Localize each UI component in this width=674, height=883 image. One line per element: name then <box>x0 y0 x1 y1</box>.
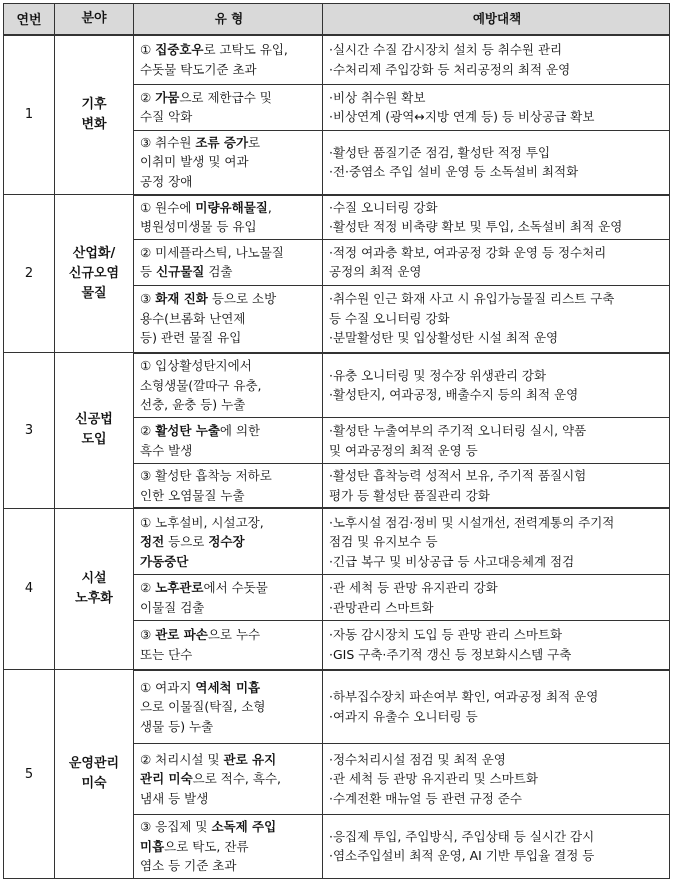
risk-type-line <box>140 421 318 441</box>
risk-type-cell <box>134 744 323 814</box>
risk-type-cell <box>134 353 323 418</box>
risk-text: 등) 관련 물질 유입 <box>140 330 242 346</box>
group-field <box>55 670 134 879</box>
risk-text: 이물질 검출 <box>140 599 205 615</box>
table-row <box>4 35 670 85</box>
risk-type-line <box>140 717 318 737</box>
risk-text: 수질 악화 <box>140 109 193 125</box>
risk-text: 검출 <box>204 264 233 280</box>
risk-text: 으로 제한급수 및 <box>179 89 272 105</box>
prevention-line: ·실시간 수질 감시장치 설치 등 취수원 관리 <box>329 42 563 58</box>
risk-type-line <box>140 678 318 698</box>
prevention-cell <box>323 240 670 285</box>
prevention-line: 및 여과공정의 최적 운영 등 <box>329 442 478 458</box>
risk-text: 흑수 발생 <box>140 442 193 458</box>
risk-type-line <box>140 328 318 348</box>
risk-type-cell <box>134 463 323 508</box>
risk-text: 또는 단수 <box>140 646 193 662</box>
risk-type-cell <box>134 195 323 240</box>
table-row <box>4 670 670 744</box>
table-row <box>4 195 670 240</box>
risk-keyword: 정수장 <box>208 534 245 550</box>
risk-type-cell <box>134 575 323 620</box>
risk-type-line <box>140 172 318 192</box>
prevention-cell <box>323 85 670 130</box>
field-line: 변화 <box>81 116 107 132</box>
risk-type-line <box>140 750 318 770</box>
risk-keyword: 정전 <box>140 534 165 550</box>
prevention-line: ·염소주입설비 최적 운영, AI 기반 투입율 결정 등 <box>329 848 595 864</box>
risk-text: ③ 응집제 및 <box>140 819 212 835</box>
risk-text: 소형생물(깔따구 유충, <box>140 377 262 393</box>
risk-text: ① 여과지 <box>140 679 196 695</box>
prevention-cell <box>323 130 670 194</box>
risk-keyword: 노후관로 <box>155 580 204 596</box>
risk-keyword: 활성탄 누출 <box>155 423 220 439</box>
risk-keyword: 관로 파손 <box>155 627 208 643</box>
risk-text: 으로 적수, 흑수, <box>192 771 282 787</box>
risk-type-line <box>140 243 318 263</box>
risk-type-line <box>140 356 318 376</box>
risk-keyword: 역세척 미흡 <box>195 679 261 695</box>
prevention-cell <box>323 508 670 574</box>
prevention-line: ·여과지 유출수 오니터링 등 <box>329 708 478 724</box>
risk-text: ③ <box>140 291 156 307</box>
risk-type-cell <box>134 620 323 669</box>
risk-text: ① <box>140 42 156 58</box>
field-line: 노후화 <box>75 590 113 606</box>
risk-type-line <box>140 789 318 809</box>
prevention-line: ·GIS 구축·주기적 갱신 등 정보화시스템 구축 <box>329 646 572 662</box>
risk-keyword: 미량유해물질 <box>195 199 268 215</box>
risk-type-line <box>140 289 318 309</box>
group-field <box>55 508 134 669</box>
prevention-line: ·자동 감시장치 도입 등 관망 관리 스마트화 <box>329 627 563 643</box>
risk-type-line <box>140 486 318 506</box>
prevention-line: ·관 세척 등 관망 유지관리 강화 <box>329 580 498 596</box>
prevention-line: ·정수처리시설 점검 및 최적 운영 <box>329 751 506 767</box>
risk-text: 냄새 등 발생 <box>140 790 209 806</box>
risk-type-line <box>140 395 318 415</box>
prevention-cell <box>323 463 670 508</box>
prevention-line: ·분말활성탄 및 입상활성탄 시설 최적 운영 <box>329 330 559 346</box>
risk-keyword: 집중호우 <box>155 42 204 58</box>
risk-keyword: 가동중단 <box>140 553 189 569</box>
risk-text: 공정 장애 <box>140 173 193 189</box>
prevention-cell <box>323 620 670 669</box>
prevention-cell <box>323 353 670 418</box>
risk-text: ② <box>140 89 156 105</box>
risk-text: 병원성미생물 등 유입 <box>140 219 257 235</box>
risk-text: ② <box>140 423 156 439</box>
risk-type-cell <box>134 285 323 352</box>
risk-type-cell <box>134 670 323 744</box>
field-line: 신규오염 <box>68 265 120 281</box>
risk-type-line <box>140 466 318 486</box>
prevention-cell <box>323 670 670 744</box>
prevention-line: 점검 및 유지보수 등 <box>329 534 438 550</box>
field-line: 도입 <box>81 432 107 448</box>
risk-text: 생물 등) 누출 <box>140 718 214 734</box>
risk-text: 용수(브롬화 난연제 <box>140 310 246 326</box>
prevention-line: ·비상연계 (광역↔지방 연계 등) 등 비상공급 확보 <box>329 109 595 125</box>
risk-type-line <box>140 40 318 60</box>
risk-text: 으로 누수 <box>207 627 261 643</box>
prevention-line: ·활성탄 적정 비축량 확보 및 투입, 소독설비 최적 운영 <box>329 219 623 235</box>
table-row <box>4 508 670 574</box>
prevention-line: ·활성탄 누출여부의 주기적 오니터링 실시, 약품 <box>329 423 587 439</box>
prevention-line: 공정의 최적 운영 <box>329 264 422 280</box>
risk-type-line <box>140 88 318 108</box>
field-line: 시설 <box>81 570 107 586</box>
risk-keyword: 신규물질 <box>156 264 205 280</box>
group-number: 4 <box>4 508 55 669</box>
risk-text: 등으로 <box>164 534 209 550</box>
group-number: 3 <box>4 353 55 509</box>
header-prevention: 예방대책 <box>323 4 670 35</box>
prevention-cell <box>323 744 670 814</box>
prevention-line: ·관망관리 스마트화 <box>329 599 434 615</box>
prevention-line: ·활성탄 흡착능력 성적서 보유, 주기적 품질시험 <box>329 468 587 484</box>
risk-type-cell <box>134 418 323 463</box>
group-field <box>55 195 134 353</box>
prevention-line: ·응집제 투입, 주입방식, 주입상태 등 실시간 감시 <box>329 828 595 844</box>
group-field <box>55 353 134 509</box>
risk-keyword: 관로 유지 <box>223 751 277 767</box>
risk-keyword: 미흡 <box>140 838 165 854</box>
risk-text: ③ 활성탄 흡착능 저하로 <box>140 468 272 484</box>
header-field: 분야 <box>55 4 134 35</box>
risk-text: , <box>267 199 272 215</box>
group-number: 1 <box>4 35 55 195</box>
table-body <box>4 35 670 879</box>
risk-type-line <box>140 60 318 80</box>
risk-type-line <box>140 262 318 282</box>
risk-type-line <box>140 107 318 127</box>
risk-keyword: 관리 미숙 <box>140 771 193 787</box>
risk-type-line <box>140 578 318 598</box>
header-type: 유 형 <box>134 4 323 35</box>
risk-type-line <box>140 513 318 533</box>
risk-text: 염소 등 기준 초과 <box>140 858 237 874</box>
prevention-line: ·하부집수장치 파손여부 확인, 여과공정 최적 운영 <box>329 689 599 705</box>
risk-type-line <box>140 837 318 857</box>
table-row <box>4 353 670 418</box>
field-line: 미숙 <box>81 776 107 791</box>
prevention-line: ·유충 오니터링 및 정수장 위생관리 강화 <box>329 367 547 383</box>
header-num: 연번 <box>4 4 55 35</box>
risk-text: 등 <box>140 264 157 280</box>
prevention-cell <box>323 418 670 463</box>
header-row <box>4 4 670 35</box>
prevention-line: ·취수원 인근 화재 사고 시 유입가능물질 리스트 구축 <box>329 291 615 307</box>
prevention-cell <box>323 575 670 620</box>
risk-text: ③ 취수원 <box>140 134 196 150</box>
risk-text: ① 입상활성탄지에서 <box>140 358 252 374</box>
risk-type-line <box>140 598 318 618</box>
field-line: 물질 <box>81 285 107 301</box>
risk-type-cell <box>134 240 323 285</box>
group-field <box>55 35 134 195</box>
risk-type-line <box>140 817 318 837</box>
risk-keyword: 가뭄 <box>155 89 180 105</box>
risk-keyword: 소독제 주입 <box>211 819 277 835</box>
risk-type-line <box>140 198 318 218</box>
field-line: 운영관리 <box>68 756 120 771</box>
prevention-line: ·수질 오니터링 강화 <box>329 199 438 215</box>
risk-text: 등으로 소방 <box>207 291 277 307</box>
prevention-cell <box>323 195 670 240</box>
prevention-line: ·수계전환 매뉴얼 등 관련 규정 준수 <box>329 790 522 806</box>
prevention-line: ·활성탄지, 여과공정, 배출수지 등의 최적 운영 <box>329 387 579 403</box>
group-number: 2 <box>4 195 55 353</box>
risk-text: ① 원수에 <box>140 199 196 215</box>
risk-keyword: 화재 진화 <box>155 291 208 307</box>
risk-prevention-table <box>3 3 670 879</box>
risk-type-line <box>140 532 318 552</box>
risk-type-line <box>140 217 318 237</box>
risk-type-line <box>140 152 318 172</box>
risk-type-line <box>140 441 318 461</box>
risk-text: 로 <box>248 134 261 150</box>
risk-type-line <box>140 309 318 329</box>
prevention-line: ·노후시설 점검·정비 및 시설개선, 전력계통의 주기적 <box>329 514 615 530</box>
prevention-line: ·수처리제 주입강화 등 처리공정의 최적 운영 <box>329 61 571 77</box>
risk-type-cell <box>134 85 323 130</box>
risk-text: ② 미세플라스틱, 나노물질 <box>140 244 284 260</box>
risk-type-cell <box>134 130 323 194</box>
risk-text: 인한 오염물질 누출 <box>140 487 245 503</box>
risk-type-cell <box>134 814 323 878</box>
risk-type-line <box>140 133 318 153</box>
risk-type-cell <box>134 35 323 85</box>
group-number: 5 <box>4 670 55 879</box>
risk-type-line <box>140 856 318 876</box>
prevention-line: 등 수질 오니터링 강화 <box>329 310 450 326</box>
risk-text: ② <box>140 580 156 596</box>
risk-text: 으로 이물질(탁질, 소형 <box>140 699 266 715</box>
prevention-line: ·전·중염소 주입 설비 운영 등 소독설비 최적화 <box>329 164 579 180</box>
prevention-cell <box>323 814 670 878</box>
risk-type-line <box>140 769 318 789</box>
prevention-line: ·활성탄 품질기준 점검, 활성탄 적정 투입 <box>329 144 551 160</box>
risk-text: 에 의한 <box>219 423 261 439</box>
prevention-cell <box>323 35 670 85</box>
prevention-line: ·긴급 복구 및 비상공급 등 사고대응체계 점검 <box>329 553 575 569</box>
risk-type-line <box>140 552 318 572</box>
risk-type-line <box>140 376 318 396</box>
risk-text: 선충, 윤충 등) 누출 <box>140 397 246 413</box>
risk-text: 으로 탁도, 잔류 <box>164 838 249 854</box>
risk-keyword: 조류 증가 <box>195 134 249 150</box>
risk-text: 수돗물 탁도기준 초과 <box>140 61 257 77</box>
field-line: 산업화/ <box>72 245 116 261</box>
prevention-line: ·적정 여과층 확보, 여과공정 강화 운영 등 정수처리 <box>329 244 607 260</box>
risk-type-cell <box>134 508 323 574</box>
field-line: 신공법 <box>75 412 113 428</box>
risk-text: ① 노후설비, 시설고장, <box>140 514 264 530</box>
risk-text: 이취미 발생 및 여과 <box>140 154 249 170</box>
risk-text: 에서 수돗물 <box>203 580 268 596</box>
prevention-line: ·관 세척 등 관망 유지관리 및 스마트화 <box>329 771 538 787</box>
risk-text: ③ <box>140 627 156 643</box>
risk-type-line <box>140 645 318 665</box>
prevention-cell <box>323 285 670 352</box>
prevention-line: ·비상 취수원 확보 <box>329 89 426 105</box>
risk-text: ② 처리시설 및 <box>140 751 224 767</box>
risk-type-line <box>140 625 318 645</box>
risk-text: 로 고탁도 유입, <box>203 42 288 58</box>
prevention-line: 평가 등 활성탄 품질관리 강화 <box>329 487 490 503</box>
risk-type-line <box>140 697 318 717</box>
field-line: 기후 <box>81 96 107 112</box>
